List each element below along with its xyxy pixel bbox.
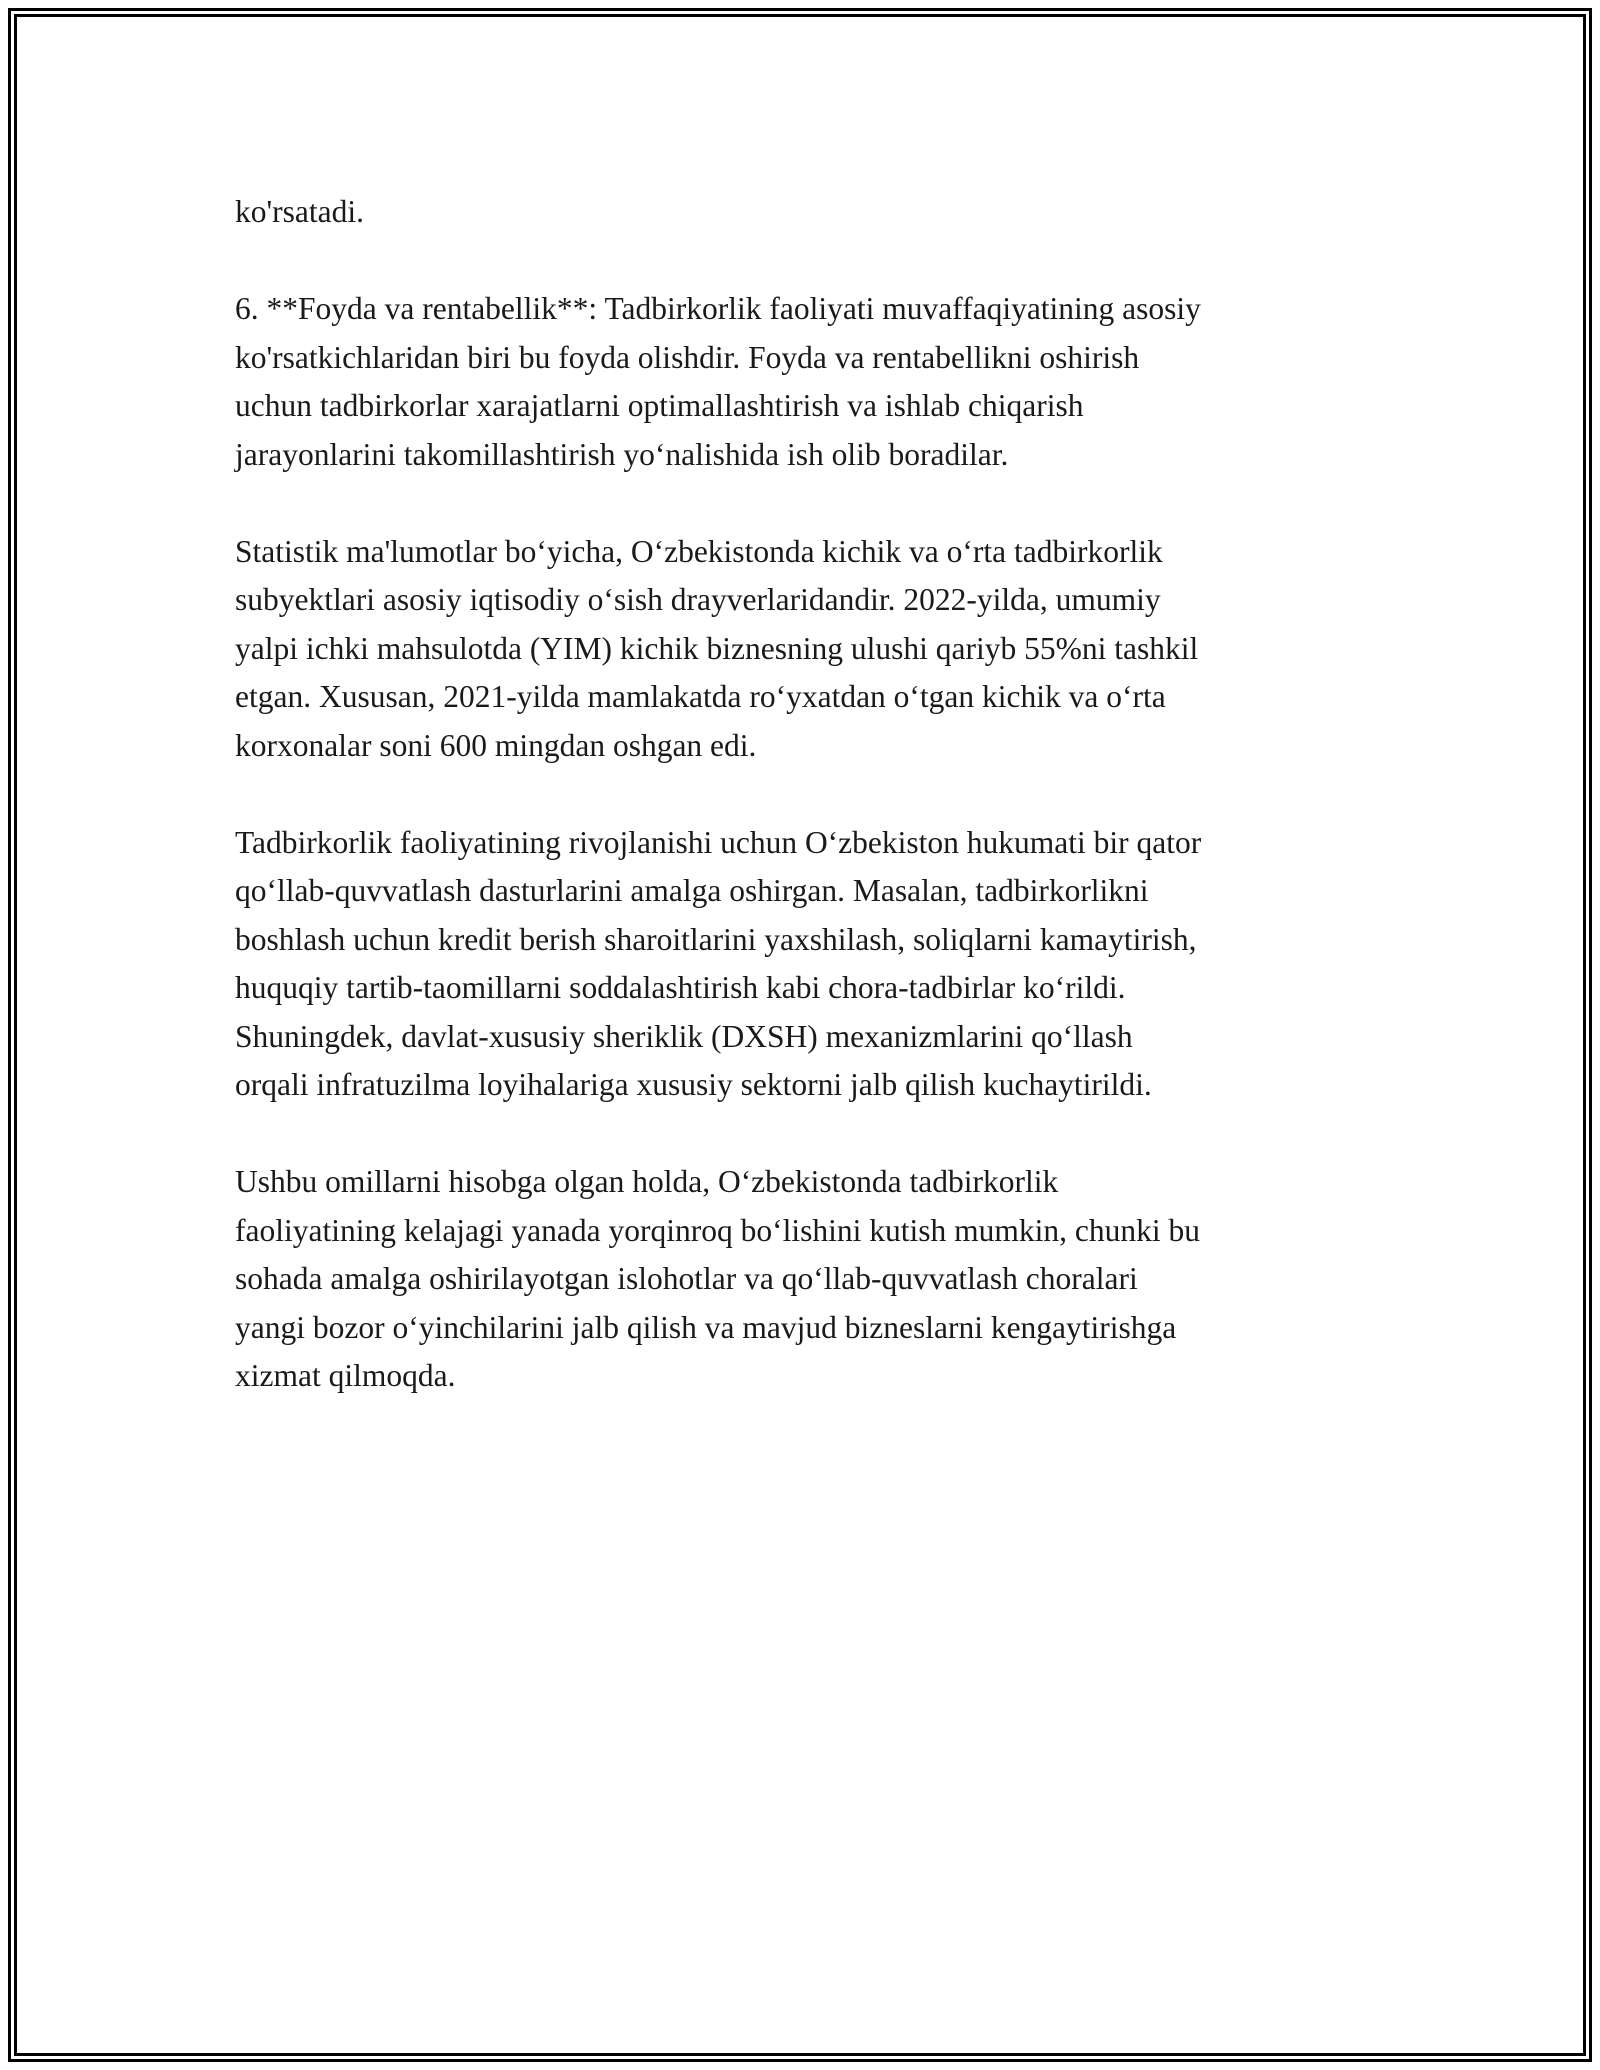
text-line: Ushbu omillarni hisobga olgan holda, O‘zbekistonda tadbirkorlik	[235, 1164, 1059, 1199]
text-line: qo‘llab-quvvatlash dasturlarini amalga oshirgan. Masalan, tadbirkorlikni	[235, 873, 1149, 908]
text-line: yalpi ichki mahsulotda (YIM) kichik biznesning ulushi qariyb 55%ni tashkil	[235, 630, 1199, 666]
paragraph-conclusion	[235, 1158, 1375, 1401]
text-line: etgan. Xususan, 2021-yilda mamlakatda ro‘yxatdan o‘tgan kichik va o‘rta	[235, 679, 1166, 714]
text-line: uchun tadbirkorlar xarajatlarni optimallashtirish va ishlab chiqarish	[235, 388, 1084, 423]
text-line: sohada amalga oshirilayotgan islohotlar va qo‘llab-quvvatlash choralari	[235, 1261, 1138, 1296]
text-line: Statistik ma'lumotlar bo‘yicha, O‘zbekistonda kichik va o‘rta tadbirkorlik	[235, 533, 1163, 569]
text-line: faoliyatining kelajagi yanada yorqinroq bo‘lishini kutish mumkin, chunki bu	[235, 1212, 1200, 1248]
text-line: yangi bozor o‘yinchilarini jalb qilish va mavjud bizneslarni kengaytirishga	[235, 1309, 1177, 1345]
text-line: jarayonlarini takomillashtirish yo‘nalishida ish olib boradilar.	[235, 436, 1009, 472]
text-line: boshlash uchun kredit berish sharoitlarini yaxshilash, soliqlarni kamaytirish,	[235, 921, 1197, 957]
text-line: korxonalar soni 600 mingdan oshgan edi.	[235, 727, 757, 763]
document-body	[235, 188, 1375, 1449]
text-line: subyektlari asosiy iqtisodiy o‘sish drayverlaridandir. 2022-yilda, umumiy	[235, 582, 1161, 617]
text-line: huquqiy tartib-taomillarni soddalashtirish kabi chora-tadbirlar ko‘rildi.	[235, 970, 1126, 1005]
paragraph-continuation	[235, 188, 1375, 237]
text-line: ko'rsatadi.	[235, 194, 365, 229]
text-line: orqali infratuzilma loyihalariga xususiy sektorni jalb qilish kuchaytirildi.	[235, 1067, 1152, 1102]
text-line: Tadbirkorlik faoliyatining rivojlanishi uchun O‘zbekiston hukumati bir qator	[235, 824, 1202, 860]
text-line: ko'rsatkichlaridan biri bu foyda olishdir. Foyda va rentabellikni oshirish	[235, 339, 1140, 375]
text-line: 6. **Foyda va rentabellik**: Tadbirkorlik faoliyati muvaffaqiyatining asosiy	[235, 291, 1201, 326]
text-line: xizmat qilmoqda.	[235, 1358, 456, 1393]
text-line: Shuningdek, davlat-xususiy sheriklik (DXSH) mexanizmlarini qo‘llash	[235, 1018, 1133, 1054]
paragraph-profit-rentability	[235, 285, 1375, 479]
paragraph-government-support	[235, 819, 1375, 1110]
paragraph-statistics	[235, 528, 1375, 771]
